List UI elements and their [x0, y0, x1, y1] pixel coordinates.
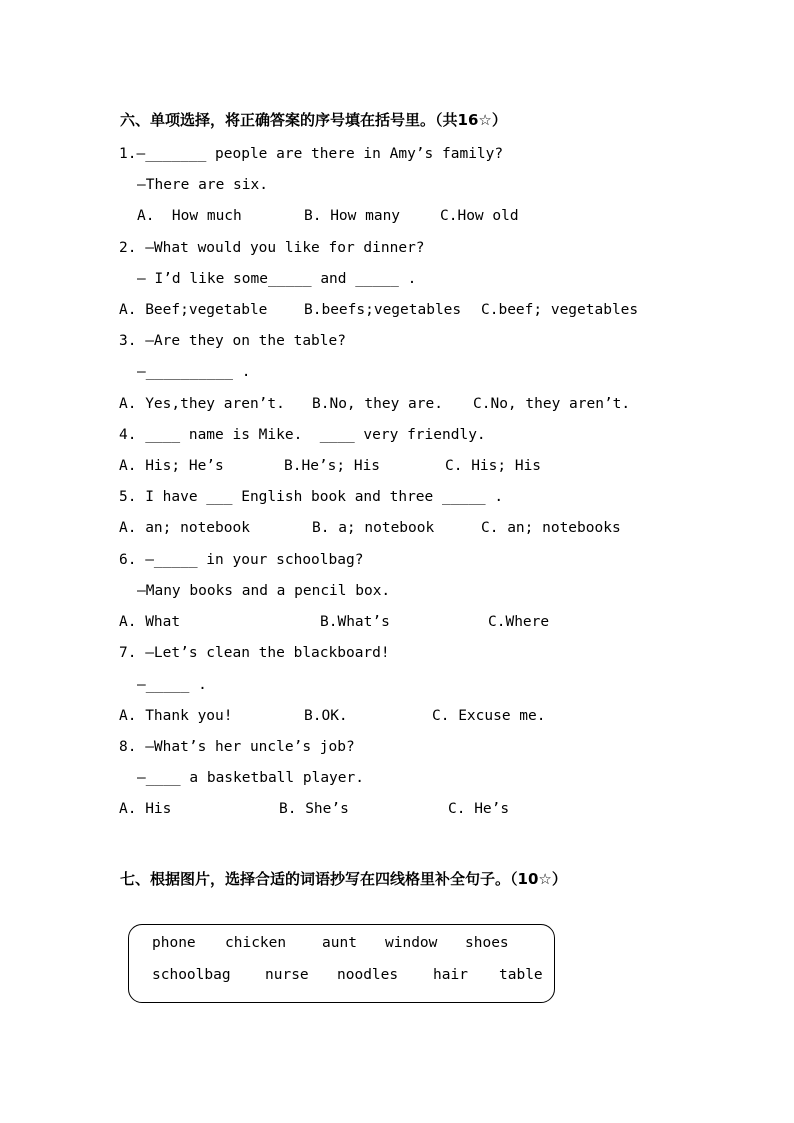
- question-3-option-a: A. Yes,they aren’t.: [119, 396, 285, 412]
- word-bank-item: window: [385, 935, 438, 951]
- question-1-option-c: C.How old: [440, 208, 519, 224]
- question-6-line-2: —Many books and a pencil box.: [137, 583, 391, 599]
- word-bank-item: chicken: [225, 935, 287, 951]
- word-bank-item: table: [499, 967, 543, 983]
- question-3-line-2: —__________ .: [137, 364, 251, 380]
- question-8-option-b: B. She’s: [279, 801, 349, 817]
- question-8-line-2: —____ a basketball player.: [137, 770, 364, 786]
- question-5-option-b: B. a; notebook: [312, 520, 435, 536]
- question-1-line-1: 1.—_______ people are there in Amy’s family?: [119, 146, 504, 162]
- question-2-line-2: — I’d like some_____ and _____ .: [137, 271, 417, 287]
- question-5-option-c: C. an; notebooks: [481, 520, 621, 536]
- question-8-option-c: C. He’s: [448, 801, 510, 817]
- question-2-option-c: C.beef; vegetables: [481, 302, 639, 318]
- question-4-option-a: A. His; He’s: [119, 458, 224, 474]
- question-6-option-c: C.Where: [488, 614, 550, 630]
- question-6-option-b: B.What’s: [320, 614, 390, 630]
- word-bank-box: [128, 924, 555, 1003]
- question-4-option-b: B.He’s; His: [284, 458, 381, 474]
- question-3-line-1: 3. —Are they on the table?: [119, 333, 346, 349]
- question-7-option-a: A. Thank you!: [119, 708, 233, 724]
- question-8-option-a: A. His: [119, 801, 172, 817]
- section-6-title: 六、单项选择，将正确答案的序号填在括号里。（共16☆）: [120, 111, 507, 129]
- word-bank-item: shoes: [465, 935, 509, 951]
- question-1-option-b: B. How many: [304, 208, 401, 224]
- question-3-option-c: C.No, they aren’t.: [473, 396, 631, 412]
- question-5-option-a: A. an; notebook: [119, 520, 250, 536]
- question-7-line-1: 7. —Let’s clean the blackboard!: [119, 645, 390, 661]
- question-2-line-1: 2. —What would you like for dinner?: [119, 240, 425, 256]
- word-bank-item: schoolbag: [152, 967, 231, 983]
- question-3-option-b: B.No, they are.: [312, 396, 443, 412]
- question-2-option-a: A. Beef;vegetable: [119, 302, 268, 318]
- word-bank-item: hair: [433, 967, 468, 983]
- question-8-line-1: 8. —What’s her uncle’s job?: [119, 739, 355, 755]
- word-bank-item: aunt: [322, 935, 357, 951]
- question-5-line-1: 5. I have ___ English book and three _____ .: [119, 489, 504, 505]
- question-2-option-b: B.beefs;vegetables: [304, 302, 462, 318]
- question-4-line-1: 4. ____ name is Mike. ____ very friendly.: [119, 427, 486, 443]
- section-7-title: 七、根据图片，选择合适的词语抄写在四线格里补全句子。（10☆）: [120, 870, 567, 888]
- question-6-line-1: 6. —_____ in your schoolbag?: [119, 552, 364, 568]
- question-7-option-b: B.OK.: [304, 708, 348, 724]
- word-bank-item: phone: [152, 935, 196, 951]
- question-1-line-2: —There are six.: [137, 177, 268, 193]
- question-4-option-c: C. His; His: [445, 458, 542, 474]
- word-bank-item: noodles: [337, 967, 399, 983]
- question-6-option-a: A. What: [119, 614, 181, 630]
- question-7-line-2: —_____ .: [137, 677, 207, 693]
- question-7-option-c: C. Excuse me.: [432, 708, 546, 724]
- word-bank-item: nurse: [265, 967, 309, 983]
- question-1-option-a: A. How much: [137, 208, 242, 224]
